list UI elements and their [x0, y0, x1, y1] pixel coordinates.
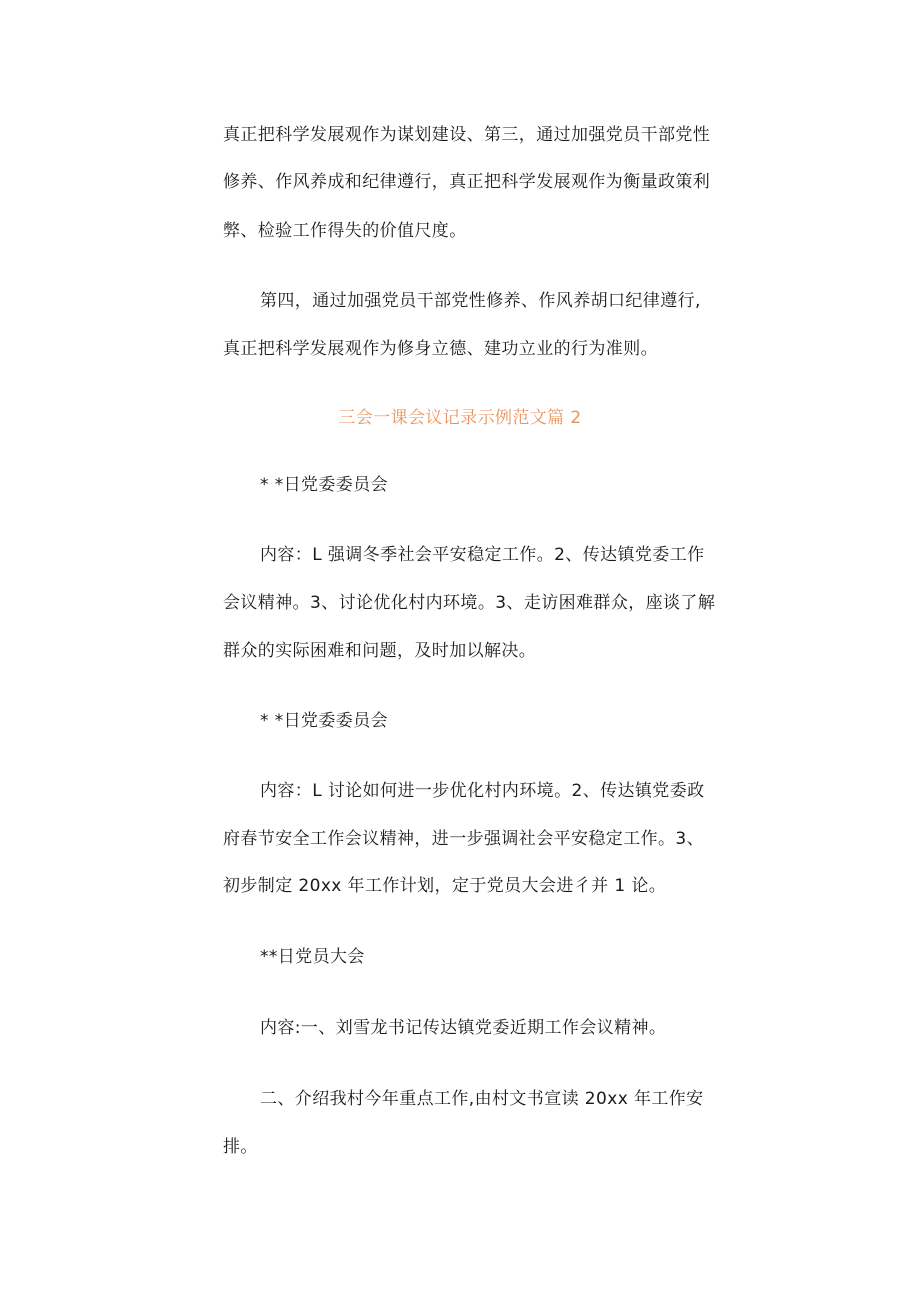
meeting-2-content-line-2: 府春节安全工作会议精神，进一步强调社会平安稳定工作。3、 [223, 829, 705, 849]
paragraph-1-line-1: 真正把科学发展观作为谋划建设、第三，通过加强党员干部党性 [223, 125, 711, 145]
paragraph-2-line-1: 第四，通过加强党员干部党性修养、作风养胡口纪律遵行, [260, 291, 701, 311]
meeting-2-content-line-1: 内容：L 讨论如何进一步优化村内环境。2、传达镇党委政 [260, 781, 705, 801]
paragraph-1-line-2: 修养、作风养成和纪律遵行，真正把科学发展观作为衡量政策利 [223, 172, 711, 192]
meeting-1-title: * *日党委委员会 [260, 475, 389, 495]
meeting-3-content: 内容:一、刘雪龙书记传达镇党委近期工作会议精神。 [260, 1018, 667, 1038]
paragraph-2-line-2: 真正把科学发展观作为修身立德、建功立业的行为准则。 [223, 339, 658, 359]
meeting-1-content-line-2: 会议精神。3、讨论优化村内环境。3、走访困难群众，座谈了解 [223, 593, 716, 613]
meeting-3-title: **日党员大会 [260, 947, 365, 967]
section-heading: 三会一课会议记录示例范文篇 2 [338, 408, 582, 428]
meeting-2-content-line-3: 初步制定 20xx 年工作计划，定于党员大会进彳并 1 论。 [223, 876, 667, 896]
meeting-2-title: * *日党委委员会 [260, 711, 389, 731]
meeting-3-item-line-1: 二、介绍我村今年重点工作,由村文书宣读 20xx 年工作安 [260, 1089, 704, 1109]
meeting-1-content-line-3: 群众的实际困难和问题，及时加以解决。 [223, 641, 537, 661]
meeting-1-content-line-1: 内容：L 强调冬季社会平安稳定工作。2、传达镇党委工作 [260, 545, 705, 565]
meeting-3-item-line-2: 排。 [223, 1137, 258, 1157]
paragraph-1-line-3: 弊、检验工作得失的价值尺度。 [223, 221, 467, 241]
